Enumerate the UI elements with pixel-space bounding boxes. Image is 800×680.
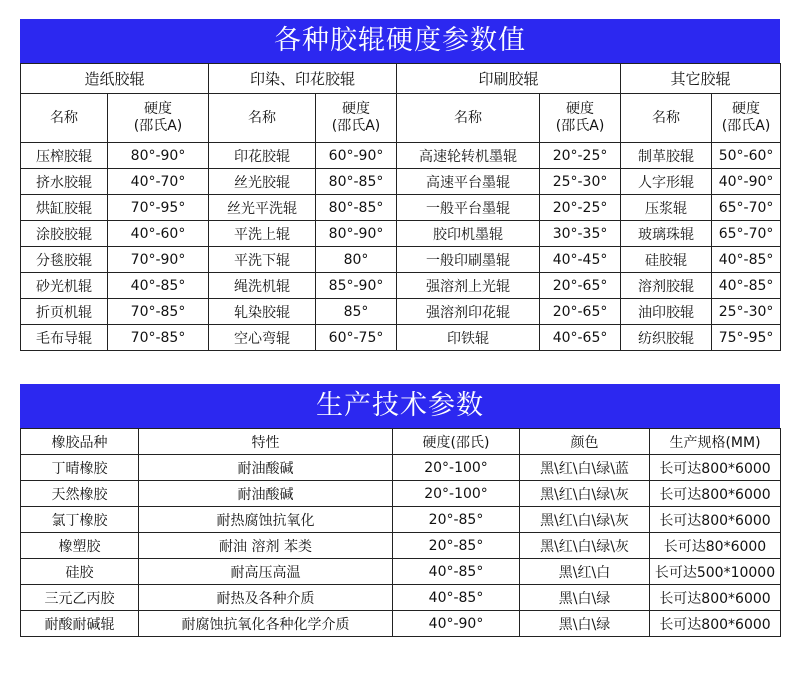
- paper-roller-name: 折页机辊: [21, 299, 108, 325]
- rubber-type: 硅胶: [21, 559, 139, 585]
- group-paper: 造纸胶辊: [21, 64, 209, 94]
- other-roller-hardness: 50°-60°: [712, 143, 781, 169]
- table-row: [21, 195, 781, 221]
- dyeing-roller-name: 绳洗机辊: [209, 273, 316, 299]
- other-roller-name: 压浆辊: [621, 195, 712, 221]
- table2-title: 生产技术参数: [20, 384, 780, 428]
- other-roller-hardness: 65°-70°: [712, 221, 781, 247]
- other-roller-name: 溶剂胶辊: [621, 273, 712, 299]
- table-row: [21, 585, 781, 611]
- table-row: [21, 299, 781, 325]
- paper-roller-hardness: 40°-70°: [108, 169, 209, 195]
- dyeing-roller-hardness: 80°: [316, 247, 397, 273]
- other-roller-name: 油印胶辊: [621, 299, 712, 325]
- col-name: 名称: [621, 94, 712, 143]
- printing-roller-hardness: 20°-65°: [540, 299, 621, 325]
- paper-roller-name: 分毯胶辊: [21, 247, 108, 273]
- printing-roller-name: 一般印刷墨辊: [397, 247, 540, 273]
- rubber-hardness: 40°-85°: [393, 585, 520, 611]
- table-row: [21, 169, 781, 195]
- rubber-hardness: 40°-90°: [393, 611, 520, 637]
- paper-roller-hardness: 40°-85°: [108, 273, 209, 299]
- col-hardness-line2: (邵氏A): [555, 118, 605, 134]
- dyeing-roller-hardness: 80°-85°: [316, 169, 397, 195]
- rubber-hardness: 20°-85°: [393, 507, 520, 533]
- dyeing-roller-hardness: 60°-90°: [316, 143, 397, 169]
- other-roller-hardness: 40°-90°: [712, 169, 781, 195]
- col-property: 特性: [139, 429, 393, 455]
- col-hardness-line2: (邵氏A): [721, 118, 771, 134]
- other-roller-hardness: 25°-30°: [712, 299, 781, 325]
- table-row: [21, 273, 781, 299]
- paper-roller-name: 砂光机辊: [21, 273, 108, 299]
- rubber-color: 黑\红\白\绿\灰: [520, 533, 650, 559]
- paper-roller-hardness: 70°-95°: [108, 195, 209, 221]
- dyeing-roller-name: 丝光平洗辊: [209, 195, 316, 221]
- rubber-hardness: 20°-100°: [393, 481, 520, 507]
- rubber-color: 黑\白\绿: [520, 585, 650, 611]
- paper-roller-name: 涂胶胶辊: [21, 221, 108, 247]
- paper-roller-name: 压榨胶辊: [21, 143, 108, 169]
- group-dyeing: 印染、印花胶辊: [209, 64, 397, 94]
- rubber-spec: 长可达800*6000: [650, 455, 781, 481]
- printing-roller-name: 强溶剂印花辊: [397, 299, 540, 325]
- other-roller-hardness: 65°-70°: [712, 195, 781, 221]
- table-row: [21, 507, 781, 533]
- col-name: 名称: [21, 94, 108, 143]
- dyeing-roller-name: 丝光胶辊: [209, 169, 316, 195]
- rubber-color: 黑\红\白\绿\灰: [520, 481, 650, 507]
- table-row: [21, 455, 781, 481]
- paper-roller-hardness: 70°-85°: [108, 325, 209, 351]
- table-row: [21, 533, 781, 559]
- paper-roller-name: 烘缸胶辊: [21, 195, 108, 221]
- col-hardness-line1: 硬度: [566, 101, 595, 117]
- col-hardness: [540, 94, 621, 143]
- group-other: 其它胶辊: [621, 64, 781, 94]
- rubber-type: 耐酸耐碱辊: [21, 611, 139, 637]
- printing-roller-name: 强溶剂上光辊: [397, 273, 540, 299]
- col-color: 颜色: [520, 429, 650, 455]
- rubber-property: 耐热及各种介质: [139, 585, 393, 611]
- rubber-type: 橡塑胶: [21, 533, 139, 559]
- group-header-row: [21, 64, 781, 94]
- dyeing-roller-name: 轧染胶辊: [209, 299, 316, 325]
- table-row: [21, 611, 781, 637]
- rubber-hardness: 20°-100°: [393, 455, 520, 481]
- rubber-property: 耐油 溶剂 苯类: [139, 533, 393, 559]
- printing-roller-name: 一般平台墨辊: [397, 195, 540, 221]
- other-roller-name: 人字形辊: [621, 169, 712, 195]
- rubber-property: 耐油酸碱: [139, 455, 393, 481]
- rubber-spec: 长可达800*6000: [650, 611, 781, 637]
- col-hardness: [316, 94, 397, 143]
- printing-roller-name: 印铁辊: [397, 325, 540, 351]
- rubber-color: 黑\红\白: [520, 559, 650, 585]
- rubber-type: 天然橡胶: [21, 481, 139, 507]
- other-roller-hardness: 40°-85°: [712, 273, 781, 299]
- printing-roller-hardness: 20°-25°: [540, 195, 621, 221]
- rubber-spec: 长可达500*10000: [650, 559, 781, 585]
- rubber-property: 耐高压高温: [139, 559, 393, 585]
- printing-roller-name: 高速平台墨辊: [397, 169, 540, 195]
- tech-header-row: [21, 429, 781, 455]
- paper-roller-hardness: 70°-90°: [108, 247, 209, 273]
- printing-roller-hardness: 20°-25°: [540, 143, 621, 169]
- rubber-type: 三元乙丙胶: [21, 585, 139, 611]
- paper-roller-name: 挤水胶辊: [21, 169, 108, 195]
- table-row: [21, 247, 781, 273]
- paper-roller-hardness: 40°-60°: [108, 221, 209, 247]
- group-printing: 印刷胶辊: [397, 64, 621, 94]
- rubber-color: 黑\白\绿: [520, 611, 650, 637]
- col-hardness-line1: 硬度: [144, 101, 172, 117]
- rubber-property: 耐腐蚀抗氧化各种化学介质: [139, 611, 393, 637]
- printing-roller-hardness: 40°-65°: [540, 325, 621, 351]
- col-hardness: [712, 94, 781, 143]
- col-hardness-line2: (邵氏A): [331, 118, 381, 134]
- col-hardness: [108, 94, 209, 143]
- printing-roller-name: 高速轮转机墨辊: [397, 143, 540, 169]
- other-roller-name: 制革胶辊: [621, 143, 712, 169]
- table-row: [21, 143, 781, 169]
- rubber-type: 丁晴橡胶: [21, 455, 139, 481]
- table-row: [21, 221, 781, 247]
- paper-roller-hardness: 80°-90°: [108, 143, 209, 169]
- dyeing-roller-name: 印花胶辊: [209, 143, 316, 169]
- dyeing-roller-hardness: 60°-75°: [316, 325, 397, 351]
- printing-roller-hardness: 25°-30°: [540, 169, 621, 195]
- col-hardness-shore: 硬度(邵氏): [393, 429, 520, 455]
- other-roller-hardness: 75°-95°: [712, 325, 781, 351]
- other-roller-name: 玻璃珠辊: [621, 221, 712, 247]
- rubber-spec: 长可达800*6000: [650, 507, 781, 533]
- col-rubber-type: 橡胶品种: [21, 429, 139, 455]
- rubber-hardness: 20°-85°: [393, 533, 520, 559]
- rubber-color: 黑\红\白\绿\蓝: [520, 455, 650, 481]
- rubber-spec: 长可达800*6000: [650, 585, 781, 611]
- table-row: [21, 481, 781, 507]
- rubber-property: 耐油酸碱: [139, 481, 393, 507]
- paper-roller-name: 毛布导辊: [21, 325, 108, 351]
- col-spec: 生产规格(MM): [650, 429, 781, 455]
- other-roller-name: 硅胶辊: [621, 247, 712, 273]
- other-roller-name: 纺织胶辊: [621, 325, 712, 351]
- dyeing-roller-name: 平洗上辊: [209, 221, 316, 247]
- paper-roller-hardness: 70°-85°: [108, 299, 209, 325]
- col-hardness-line1: 硬度: [732, 101, 761, 117]
- dyeing-roller-name: 平洗下辊: [209, 247, 316, 273]
- col-hardness-line2: (邵氏A): [133, 118, 183, 134]
- hardness-table: [20, 63, 781, 351]
- rubber-spec: 长可达800*6000: [650, 481, 781, 507]
- printing-roller-hardness: 30°-35°: [540, 221, 621, 247]
- rubber-hardness: 40°-85°: [393, 559, 520, 585]
- dyeing-roller-hardness: 85°: [316, 299, 397, 325]
- rubber-spec: 长可达80*6000: [650, 533, 781, 559]
- table-row: [21, 559, 781, 585]
- dyeing-roller-hardness: 85°-90°: [316, 273, 397, 299]
- printing-roller-hardness: 20°-65°: [540, 273, 621, 299]
- other-roller-hardness: 40°-85°: [712, 247, 781, 273]
- tech-params-table: [20, 428, 781, 637]
- printing-roller-hardness: 40°-45°: [540, 247, 621, 273]
- table-row: [21, 325, 781, 351]
- col-name: 名称: [397, 94, 540, 143]
- col-hardness-line1: 硬度: [342, 101, 371, 117]
- col-name: 名称: [209, 94, 316, 143]
- rubber-property: 耐热腐蚀抗氧化: [139, 507, 393, 533]
- dyeing-roller-name: 空心弯辊: [209, 325, 316, 351]
- rubber-color: 黑\红\白\绿\灰: [520, 507, 650, 533]
- printing-roller-name: 胶印机墨辊: [397, 221, 540, 247]
- table1-title: 各种胶辊硬度参数值: [20, 19, 780, 63]
- dyeing-roller-hardness: 80°-85°: [316, 195, 397, 221]
- rubber-type: 氯丁橡胶: [21, 507, 139, 533]
- column-header-row: [21, 94, 781, 143]
- dyeing-roller-hardness: 80°-90°: [316, 221, 397, 247]
